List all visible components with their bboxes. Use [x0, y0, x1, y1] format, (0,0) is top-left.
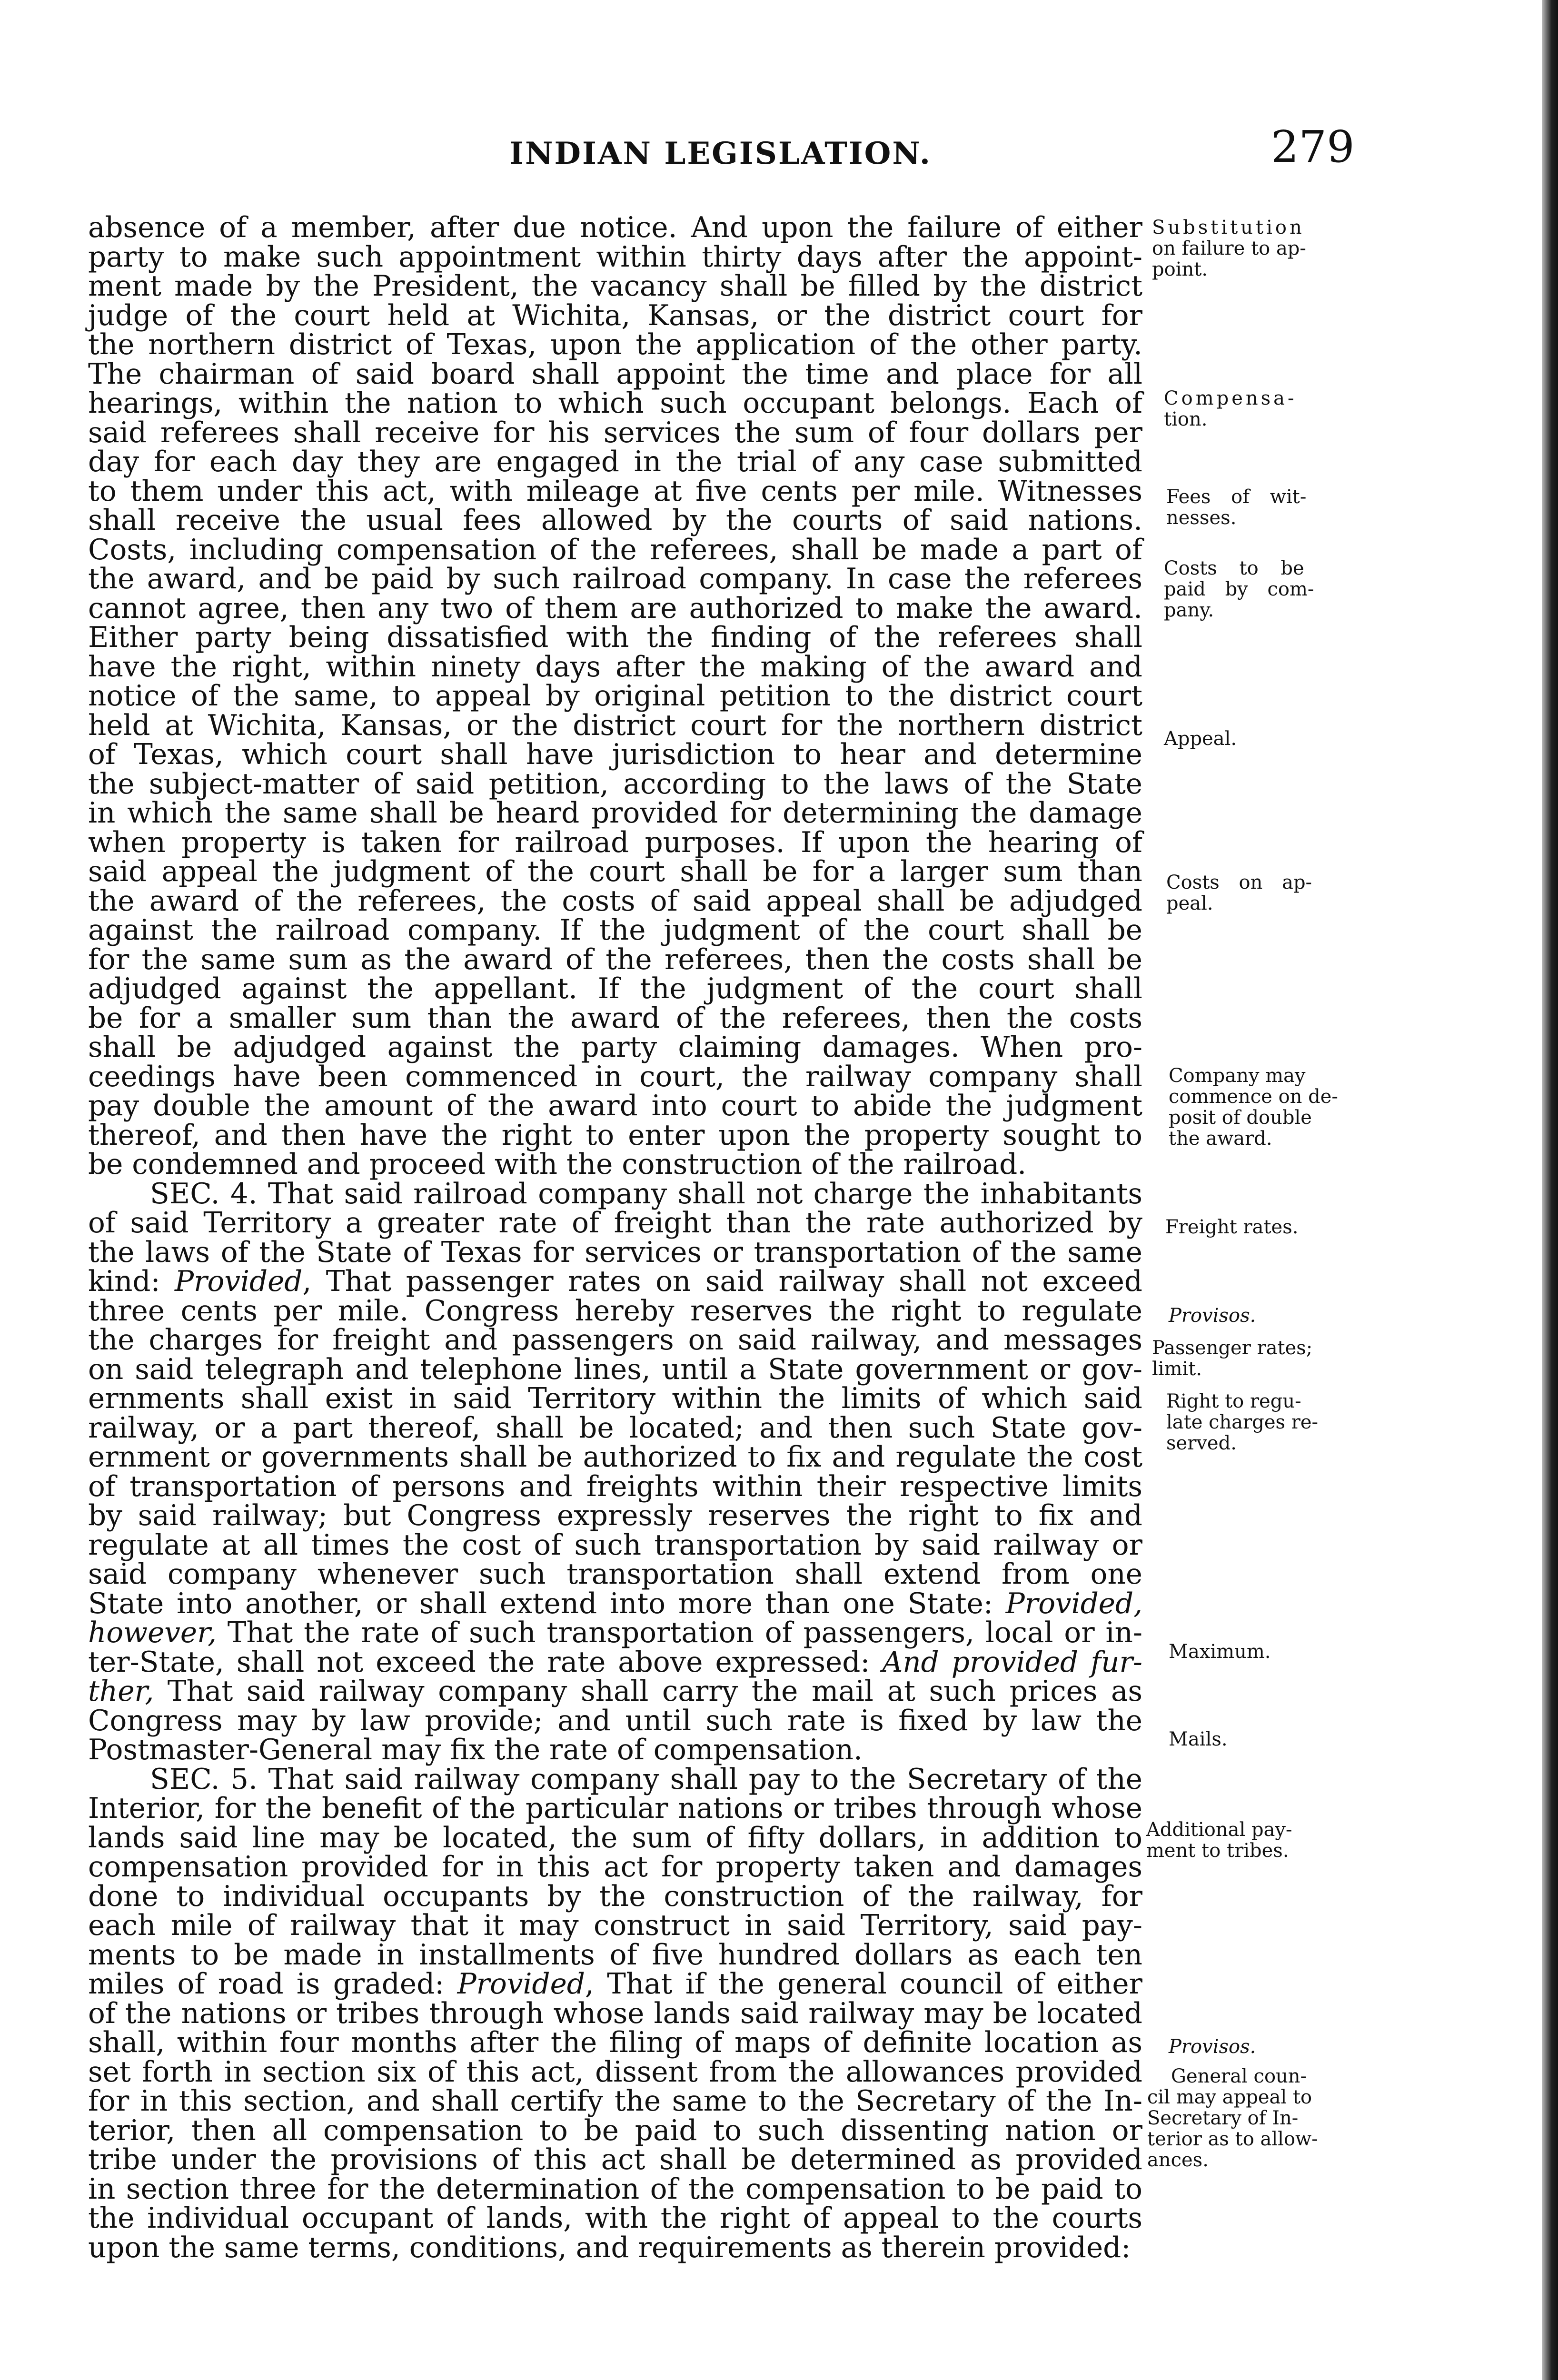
margin-note-line: the award.: [1169, 1128, 1272, 1150]
margin-note-company-deposit: [1169, 1065, 1369, 1149]
body-line: said company whenever such transportation shall extend from one: [88, 1558, 1142, 1591]
body-line: of transportation of persons and freights within their respective limits: [88, 1470, 1142, 1503]
body-line: ceedings have been commenced in court, the railway company shall: [88, 1060, 1142, 1093]
body-line: for the same sum as the award of the referees, then the costs shall be: [88, 943, 1142, 976]
page-header: [0, 121, 1558, 183]
margin-note-right-to-regulate: [1166, 1391, 1366, 1454]
body-line: adjudged against the appellant. If the judgment of the court shall: [88, 972, 1142, 1005]
margin-note-maximum: [1169, 1641, 1369, 1662]
body-line: against the railroad company. If the judgment of the court shall be: [88, 914, 1142, 947]
line-segment: miles of road is graded:: [88, 1968, 457, 2001]
body-line: on said telegraph and telephone lines, until a State government or gov-: [88, 1353, 1142, 1386]
italic-term: And provided fur-: [882, 1646, 1142, 1679]
body-line: set forth in section six of this act, dissent from the allowances provided: [88, 2055, 1142, 2089]
body-line: railway, or a part thereof, shall be located; and then such State gov-: [88, 1411, 1142, 1445]
body-line: lands said line may be located, the sum of fifty dollars, in addition to: [88, 1821, 1142, 1854]
body-line: shall, within four months after the filing of maps of definite location as: [88, 2026, 1142, 2059]
body-line: each mile of railway that it may construct in said Territory, said pay-: [88, 1909, 1142, 1942]
line-segment: , That passenger rates on said railway shall not exceed: [302, 1265, 1142, 1298]
body-line: ment made by the President, the vacancy shall be filled by the district: [88, 270, 1142, 303]
margin-note-line: Mails.: [1169, 1728, 1228, 1750]
body-line: of the nations or tribes through whose lands said railway may be located: [88, 1997, 1142, 2030]
body-line: cannot agree, then any two of them are authorized to make the award.: [88, 592, 1142, 625]
body-line: three cents per mile. Congress hereby reserves the right to regulate: [88, 1294, 1142, 1328]
body-line: the laws of the State of Texas for services or transportation of the same: [88, 1236, 1142, 1269]
margin-note-mails: [1169, 1729, 1369, 1750]
margin-note-line: late charges re-: [1166, 1411, 1319, 1433]
body-line: judge of the court held at Wichita, Kansas, or the district court for: [88, 299, 1142, 332]
body-line: notice of the same, to appeal by original petition to the district court: [88, 680, 1142, 713]
body-line: ments to be made in installments of five hundred dollars as each ten: [88, 1938, 1142, 1972]
line-segment: ter-State, shall not exceed the rate above expressed:: [88, 1646, 883, 1679]
margin-note-fees-of-witnesses: [1166, 486, 1366, 528]
italic-term: Provided: [175, 1265, 303, 1298]
body-line: held at Wichita, Kansas, or the district court for the northern district: [88, 709, 1142, 742]
body-line: of Texas, which court shall have jurisdiction to hear and determine: [88, 738, 1142, 771]
body-line: Congress may by law provide; and until such rate is fixed by law the: [88, 1704, 1142, 1737]
body-line: said appeal the judgment of the court shall be for a larger sum than: [88, 855, 1142, 888]
margin-note-line: [1169, 2036, 1369, 2057]
margin-note-line: peal.: [1166, 892, 1213, 914]
body-line: regulate at all times the cost of such transportation by said railway or: [88, 1528, 1142, 1562]
provisos-italic: Provisos.: [1169, 2036, 1256, 2058]
running-head: INDIAN LEGISLATION.: [509, 136, 932, 171]
body-line: the subject-matter of said petition, according to the laws of the State: [88, 767, 1142, 801]
margin-note-freight-rates: [1165, 1217, 1365, 1238]
body-line: to them under this act, with mileage at five cents per mile. Witnesses: [88, 475, 1142, 508]
body-line: terior, then all compensation to be paid to such dissenting nation or: [88, 2114, 1142, 2147]
body-line: [88, 1648, 1142, 1677]
body-line: absence of a member, after due notice. And upon the failure of either: [88, 211, 1142, 244]
margin-note-line: Additional pay-: [1146, 1819, 1292, 1841]
margin-note-costs-paid: [1164, 558, 1364, 621]
margin-note-line: nesses.: [1166, 507, 1237, 529]
margin-note-line: cil may appeal to: [1147, 2086, 1312, 2108]
margin-note-line: ment to tribes.: [1146, 1840, 1289, 1862]
body-line: have the right, within ninety days after the making of the award and: [88, 650, 1142, 684]
margin-note-appeal: [1164, 728, 1364, 749]
margin-note-line: Right to regu-: [1166, 1390, 1301, 1412]
provisos-italic: Provisos.: [1169, 1305, 1256, 1327]
body-line: Either party being dissatisfied with the finding of the referees shall: [88, 621, 1142, 654]
body-line: shall be adjudged against the party claiming damages. When pro-: [88, 1031, 1142, 1064]
margin-note-line: pany.: [1164, 599, 1214, 621]
body-line: for in this section, and shall certify the same to the Secretary of the In-: [88, 2085, 1142, 2118]
margin-note-provisos-2: [1169, 2036, 1369, 2057]
body-line: [88, 1970, 1142, 1999]
body-line: the charges for freight and passengers on said railway, and messages: [88, 1324, 1142, 1357]
margin-note-line: Secretary of In-: [1147, 2107, 1299, 2129]
body-line: upon the same terms, conditions, and requirements as therein provided:: [88, 2231, 1131, 2264]
line-segment: , That if the general council of either: [585, 1968, 1142, 2001]
body-line: when property is taken for railroad purposes. If upon the hearing of: [88, 826, 1142, 859]
line-segment: State into another, or shall extend into more than one State:: [88, 1587, 1006, 1620]
body-line: the award, and be paid by such railroad company. In case the referees: [88, 563, 1142, 595]
body-line: Interior, for the benefit of the particular nations or tribes through whose: [88, 1792, 1142, 1825]
body-line: the individual occupant of lands, with the right of appeal to the courts: [88, 2202, 1142, 2235]
margin-note-line: Passenger rates;: [1152, 1337, 1313, 1359]
margin-note-line: posit of double: [1169, 1107, 1312, 1129]
line-segment: That the rate of such transportation of passengers, local or in-: [216, 1616, 1142, 1649]
margin-note-line: General coun-: [1171, 2065, 1307, 2087]
body-line: The chairman of said board shall appoint the time and place for all: [88, 357, 1142, 391]
margin-note-line: Costs to be: [1164, 557, 1304, 579]
body-line: be for a smaller sum than the award of the referees, then the costs: [88, 1002, 1142, 1035]
margin-note-line: tion.: [1164, 408, 1208, 430]
margin-note-compensation: [1164, 388, 1364, 430]
margin-note-line: Fees of wit-: [1166, 486, 1307, 508]
body-line: Costs, including compensation of the referees, shall be made a part of: [88, 533, 1142, 566]
page-edge-shadow: [1542, 0, 1558, 2380]
margin-note-line: on failure to ap-: [1152, 238, 1306, 259]
margin-note-line: [1169, 1305, 1369, 1326]
margin-note-general-council: [1147, 2066, 1347, 2171]
body-line: ernments shall exist in said Territory within the limits of which said: [88, 1382, 1142, 1415]
body-line: hearings, within the nation to which such occupant belongs. Each of: [88, 387, 1142, 420]
margin-note-line: terior as to allow-: [1147, 2128, 1318, 2150]
margin-note-passenger-rates: [1152, 1338, 1352, 1379]
body-line: the northern district of Texas, upon the application of the other party.: [88, 328, 1142, 361]
body-line: SEC. 5. That said railway company shall pay to the Secretary of the: [150, 1763, 1142, 1796]
margin-note-line: paid by com-: [1164, 578, 1314, 600]
margin-note-line: served.: [1166, 1432, 1237, 1454]
page-number: 279: [1271, 121, 1355, 172]
body-line: Postmaster-General may fix the rate of compensation.: [88, 1734, 863, 1766]
italic-term: Provided,: [1005, 1587, 1142, 1620]
body-line: ernment or governments shall be authorized to fix and regulate the cost: [88, 1441, 1142, 1474]
body-line: of said Territory a greater rate of freight than the rate authorized by: [88, 1207, 1142, 1240]
body-line: [88, 1618, 1142, 1648]
line-segment: That said railway company shall carry the mail at such prices as: [154, 1675, 1142, 1708]
margin-note-line: Appeal.: [1164, 728, 1237, 750]
margin-note-provisos-1: [1169, 1305, 1369, 1326]
body-line: in which the same shall be heard provided for determining the damage: [88, 797, 1142, 830]
margin-note-line: Maximum.: [1169, 1641, 1271, 1663]
body-line: by said railway; but Congress expressly reserves the right to fix and: [88, 1499, 1142, 1532]
margin-note-line: Substitution: [1152, 217, 1305, 238]
body-line: shall receive the usual fees allowed by the courts of said nations.: [88, 504, 1142, 537]
margin-note-substitution: [1152, 217, 1352, 280]
body-line: compensation provided for in this act for property taken and damages: [88, 1851, 1142, 1884]
body-line: be condemned and proceed with the construction of the railroad.: [88, 1148, 1027, 1181]
body-text: [88, 213, 1142, 2262]
margin-note-line: limit.: [1152, 1358, 1202, 1380]
body-line: SEC. 4. That said railroad company shall not charge the inhabitants: [150, 1177, 1142, 1210]
margin-note-line: Company may: [1169, 1065, 1306, 1087]
body-line: tribe under the provisions of this act shall be determined as provided: [88, 2143, 1142, 2176]
margin-note-line: Compensa-: [1164, 387, 1297, 409]
italic-term: Provided: [457, 1968, 585, 2001]
body-line: said referees shall receive for his services the sum of four dollars per: [88, 416, 1142, 449]
body-line: party to make such appointment within thirty days after the appoint-: [88, 240, 1142, 274]
body-line: day for each day they are engaged in the trial of any case submitted: [88, 446, 1142, 478]
margin-note-additional-payment: [1146, 1819, 1346, 1861]
body-line: in section three for the determination of the compensation to be paid to: [88, 2172, 1142, 2206]
line-segment: kind:: [88, 1265, 175, 1298]
body-line: pay double the amount of the award into court to abide the judgment: [88, 1090, 1142, 1122]
italic-term: however,: [88, 1616, 217, 1649]
margin-note-line: commence on de-: [1169, 1086, 1338, 1108]
margin-note-line: point.: [1152, 258, 1208, 280]
margin-note-line: Costs on ap-: [1166, 872, 1312, 893]
margin-note-line: Freight rates.: [1165, 1216, 1299, 1238]
margin-note-line: ances.: [1147, 2149, 1209, 2171]
body-line: [88, 1589, 1142, 1619]
body-line: [88, 1267, 1142, 1297]
body-line: the award of the referees, the costs of said appeal shall be adjudged: [88, 884, 1142, 918]
body-line: thereof, and then have the right to enter upon the property sought to: [88, 1119, 1142, 1152]
body-line: [88, 1677, 1142, 1706]
italic-term: ther,: [88, 1675, 154, 1708]
margin-note-costs-on-appeal: [1166, 872, 1366, 914]
body-line: done to individual occupants by the construction of the railway, for: [88, 1880, 1142, 1913]
